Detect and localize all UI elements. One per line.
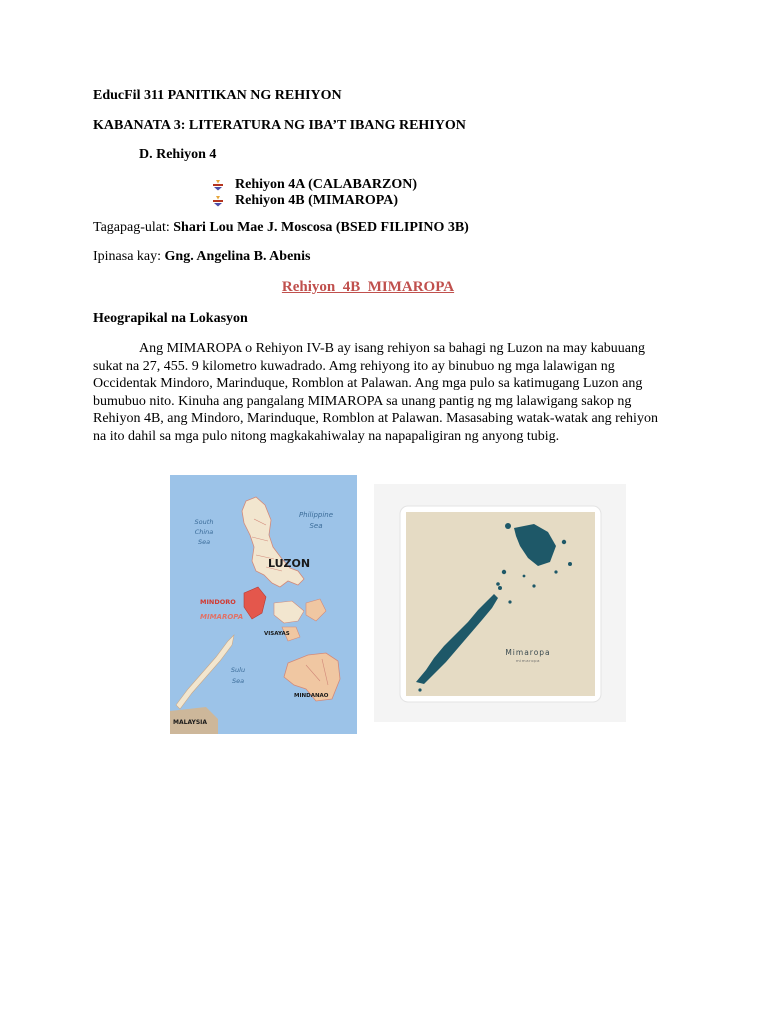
mimaropa-map-sublabel: mimaropa (515, 658, 541, 663)
mimaropa-map-label: Mimaropa (505, 648, 551, 657)
philippines-locator-map (170, 475, 357, 734)
page-title: Rehiyon 4B MIMAROPA (281, 279, 455, 295)
malaysia-label: MALAYSIA (173, 719, 208, 726)
chapter-title: KABANATA 3: LITERATURA NG IBA’T IBANG REHIYON (93, 118, 466, 133)
reporter-label: Tagapag-ulat: (93, 220, 170, 235)
submitted-label: Ipinasa kay: (93, 249, 162, 264)
mindanao-label: MINDANAO (294, 693, 329, 699)
visayas-label: VISAYAS (264, 631, 290, 637)
south-china-sea-label: South (194, 518, 214, 526)
course-title: EducFil 311 PANITIKAN NG REHIYON (93, 88, 342, 103)
philippine-sea-label: Philippine (298, 511, 334, 519)
svg-text:Sea: Sea (197, 538, 211, 546)
submitted-line (93, 248, 310, 265)
svg-text:Sea: Sea (231, 677, 245, 685)
reporter-line (93, 219, 469, 236)
region-4a-label: Rehiyon 4A (CALABARZON) (235, 177, 418, 192)
mimaropa-label: MIMAROPA (200, 613, 244, 621)
luzon-label: LUZON (268, 557, 311, 570)
section-heading: Heograpikal na Lokasyon (93, 311, 248, 326)
arrow-bullet-icon (212, 195, 224, 207)
section-title: D. Rehiyon 4 (139, 147, 217, 162)
submitted-name: Gng. Angelina B. Abenis (164, 249, 311, 264)
arrow-bullet-icon (212, 179, 224, 191)
svg-text:Sea: Sea (309, 522, 323, 530)
region-4b-label: Rehiyon 4B (MIMAROPA) (235, 193, 399, 208)
mindoro-label: MINDORO (200, 598, 236, 606)
list-item (212, 176, 432, 193)
body-paragraph: Ang MIMAROPA o Rehiyon IV-B ay isang rehiyon sa bahagi ng Luzon na may kabuuang sukat na 27, 455. 9 kilometro kuwadrado. Amg rehiyong ito ay binubuo ng mga lalawigan ng Occidentak Mindoro, Marinduque, Romblon at Palawan. Ang mga pulo sa katimugang Luzon ang bumubuo nito. Kinuha ang pangalang MIMAROPA sa unang pantig ng mg lalawigang sakop ng Rehiyon 4B, ang Mindoro, Marinduque, Romblon at Palawan. Masasabing watak-watak ang rehiyon na ito dahil sa mga pulo nitong magkakahiwalay na napapaligiran ng anyong tubig. (93, 341, 658, 444)
sulu-sea-label: Sulu (230, 666, 246, 674)
list-item (212, 192, 432, 209)
mimaropa-silhouette-map (374, 484, 626, 722)
svg-text:China: China (194, 528, 214, 536)
reporter-name: Shari Lou Mae J. Moscosa (BSED FILIPINO 3B) (173, 220, 469, 235)
